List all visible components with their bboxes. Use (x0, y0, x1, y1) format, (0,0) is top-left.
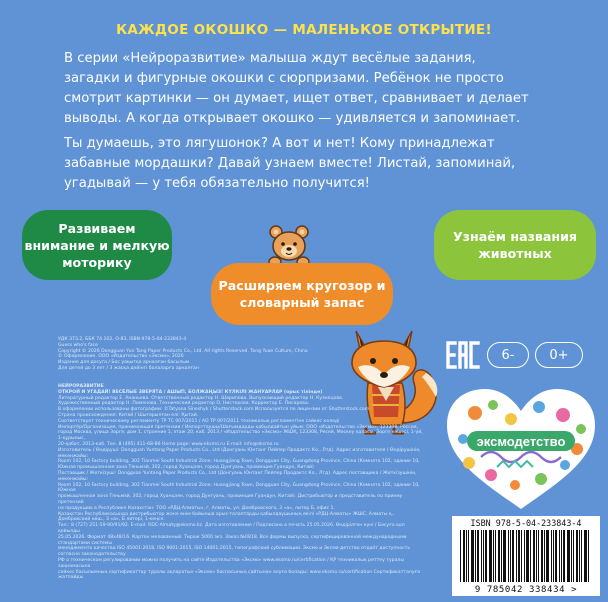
barcode-bar (493, 530, 494, 582)
imprint-line: УДК 373.2, ББК 74.102, О-83, ISBN 978-5-04-233843-4 (58, 337, 187, 342)
barcode-bar (559, 530, 560, 582)
imprint-line: промышленная зона Тяньмэй, 302, город Хуанцзян, город Дунгуань, провинция Гуандун, Китай). Дистрибьютор и представитель по приему претензий (58, 494, 403, 505)
imprint-main (58, 384, 426, 581)
barcode-bar (571, 530, 572, 582)
barcode-bar (516, 530, 517, 582)
imprint-line: Room 102, 10 Factory building, 302 Tianmei South Industrial Zone, Huangjiang Town, Dongguan City, Guangdong Province, China (Комната 102, здание 10, Южная (58, 482, 420, 494)
barcode-bar (466, 530, 467, 582)
imprint-series-title: НЕЙРОРАЗВИТИЕ (58, 384, 104, 389)
barcode-bar (489, 530, 492, 582)
imprint-line: Издание для досуга / Бос уақытқа арналған басылым (58, 360, 190, 366)
barcode-bar (555, 530, 557, 582)
imprint-line: Для детей до 3 лет / 3 жасқа дейінгі балаларға арналған (58, 365, 199, 371)
imprint-line: город Москва, улица Зорге, дом 1, строение 1, этаж 20, каб. 2013 / «Издательство «Эксмо» ЖШҚ, 123308, Ресей, Мәскеу қаласы, Зорге көшесі, 1-үй, 1-құрылыс, (58, 430, 423, 442)
barcode-bar (573, 530, 574, 582)
barcode-bar (584, 530, 587, 582)
headline: КАЖДОЕ ОКОШКО — МАЛЕНЬКОЕ ОТКРЫТИЕ! (116, 22, 492, 38)
barcode-bar (536, 530, 537, 582)
badge-attention-label: Развиваем внимание и мелкую моторику (24, 220, 170, 270)
badge-outlook (211, 263, 393, 325)
badge-outlook-label: Расширяем кругозор и словарный запас (218, 278, 386, 310)
barcode-bar (468, 530, 469, 582)
imprint-line: Room 102, 10 Factory building, 302 Tianmei South Industrial Zone, Huangjiang Town, Dongguan City, Guangdong Province, China (Комната 102, здание 10, (58, 459, 420, 465)
barcode-bar (567, 530, 570, 582)
imprint-line: сәйкес басылымның сертификаттар туралы ақпаратын «Эксмо» баспасының сайтынан алуға болады: www.eksmo.ru/certification Сертификатталуға жатпайды (58, 569, 421, 581)
badge-animals (434, 210, 596, 280)
imprint-top (58, 337, 426, 372)
barcode-bar (530, 530, 531, 582)
certification-marks (445, 337, 583, 373)
barcode-bar (588, 530, 589, 582)
barcode (460, 530, 594, 582)
barcode-bar (538, 530, 539, 582)
barcode-bar (544, 530, 545, 582)
barcode-bar (503, 530, 506, 582)
barcode-bar (563, 530, 565, 582)
barcode-bar (561, 530, 562, 582)
eac-mark-icon (445, 337, 481, 373)
barcode-bar (471, 530, 474, 582)
badge-attention (22, 210, 172, 280)
barcode-bar (533, 530, 535, 582)
age-limit-badge: 6- (487, 342, 529, 368)
barcode-digits: 9 785042 338434 > (474, 585, 578, 595)
barcode-bar (524, 530, 525, 582)
barcode-bar (501, 530, 502, 582)
intro-paragraph-series: В серии «Нейроразвитие» малыша ждут весёлые задания, загадки и фигурные окошки с сюрпризами. Ребёнок не просто смотрит картинки — он думает, ищет ответ, сравнивает и делает выводы. А когда открывает окошко — удивляется и запоминает. (64, 51, 529, 126)
imprint-line: Импортёр/Организация, принимающая претензии / Импорттаушы/Шағымдарды қабылдайтын ұйым: ООО «Издательство «Эксмо», 123308, Россия, (58, 424, 419, 430)
imprint-line: Поставщик / Жеткізуші: Dongguan Yuntang Paper Products Co., Ltd (Донгуань Юнтанг Пейпер Продактс Ко., Лтд). Адрес поставщика / Жеткізушінің мекенжайы: (58, 470, 416, 482)
barcode-bar (463, 530, 465, 582)
barcode-bar (579, 530, 580, 582)
imprint-line: Художественный редактор Н. Пименова. Технический редактор О. Нистерова. Корректор Е. Писарева. (58, 401, 310, 407)
imprint-line: Соответствует техническому регламенту ТР ТС 007/2011 / АО ТР 007/2011 техникалық регламентіне сәйкес келеді (58, 418, 340, 424)
imprint-line: В оформлении использованы фотографии: ©Tatyana Sineshyk / Shutterstock.com Используется по лицензии от Shutterstock.com (58, 407, 370, 413)
imprint-line: РФ о техническом регулировании можно получить на сайте Издательства «Эксмо» www.eksmo.ru/certification / ҚР техникалық реттеу туралы заңнамасына (58, 557, 404, 569)
barcode-bar (581, 530, 582, 582)
badge-animals-label: Узнаём названия животных (452, 229, 578, 261)
imprint-line: Copyright © 2026 Dongguan Yun Tang Paper Products Co., Ltd. All rights Reserved. Tong Yuan Culture, China (58, 348, 308, 354)
imprint-line: на продукцию в Республике Казахстан: ТОО «РДЦ-Алматы», г. Алматы, ул. Домбровского, 3 «а», литер Б, офис 1. (58, 505, 335, 511)
isbn-label: ISBN 978-5-04-233843-4 (470, 518, 582, 528)
barcode-bar (521, 530, 522, 582)
barcode-bar (477, 530, 479, 582)
barcode-bar (541, 530, 543, 582)
imprint-line: Южная промышленная зона Тяньмэй, 302, город Хуанцзян, город Дунгуань, провинция Гуандун, Китай) (58, 465, 314, 471)
barcode-bar (551, 530, 552, 582)
publisher-logo-text: эксмодетство (476, 434, 566, 449)
barcode-bar (485, 530, 487, 582)
imprint-line: Қазақстан Республикасында дистрибьютор және өнім бойынша арыз-талаптарды қабылдаушының өкілі «РДЦ-Алматы» ЖШС, Алматы қ., Домбровский көш., 3 «а», Б литері, 1-кеңсе. (58, 511, 395, 523)
barcode-bar (510, 530, 511, 582)
imprint-line: © Оформление. ООО «Издательство «Эксмо», 2026 (58, 354, 184, 360)
imprint-line: Литературный редактор Е. Ананьева. Ответственный редактор Н. Шарипова. Выпускающий редактор Н. Кузнецова. (58, 395, 344, 401)
barcode-bar (495, 530, 496, 582)
barcode-bar (475, 530, 476, 582)
barcode-bar (498, 530, 500, 582)
imprint-line: Тел.: 8 (727) 251-59-90/91/92. E-mail: RDC-Almaty@eksmo.kz. Дата изготовления / Подписано в печать 25.05.2026. Өндірілген күні / Басуға қол қойылды (58, 523, 405, 534)
barcode-bar (460, 530, 461, 582)
imprint-line: 20-қабат, 2013-каб. Тел. 8 (495) 411-68-86 Home page: www.eksmo.ru E-mail: info@eksmo.ru (58, 441, 279, 447)
imprint-line: Страна происхождения: Китай / Шығарылған елі: Қытай. (58, 412, 199, 418)
imprint-line: 25.05.2026. Формат 48x48/16. Картон мелованный. Тираж 5000 экз. Заказ №0818. Все формы выпуска, сертифицированной международными стандартами системы (58, 534, 407, 546)
barcode-bar (481, 530, 482, 582)
barcode-bar (546, 530, 549, 582)
eksmodetstvo-logo-heart (441, 385, 601, 513)
imprint-line: Изготовитель / Өндіруші: Dongguan Yuntang Paper Products Co., Ltd (Донгуань Юнтанг Пейпер Продактс Ко., Лтд). Адрес изготовителя / Өндірушінің мекенжайы: (58, 447, 420, 459)
barcode-bar (512, 530, 514, 582)
imprint-line: менеджмента качества ISO 45001:2018, ISO 9001:2015, ISO 14001:2015, типографский сублимации. Эксмо и Эксмо-детство отдаёт доступность согласно законодательству (58, 546, 411, 558)
intro-paragraph-guess: Ты думаешь, это лягушонок? А вот и нет! Кому принадлежат забавные мордашки? Давай узнаем вместе! Листай, запоминай, угадывай — у тебя обязательно получится! (64, 136, 516, 191)
barcode-bar (518, 530, 520, 582)
imprint-line: Guess who's face (58, 342, 98, 348)
barcode-bar (526, 530, 529, 582)
barcode-bar (576, 530, 578, 582)
imprint-book-title: ОТКРОЙ И УГАДАЙ! ВЕСЁЛЫЕ ЗВЕРЯТА / АШЫП, БОЛЖАҢЫЗ! КҮЛКІЛІ ЖАНУАРЛАР (орыс тілінде) (58, 389, 323, 395)
barcode-bar (483, 530, 484, 582)
barcode-bar (553, 530, 554, 582)
age-rating-badge: 0+ (535, 342, 583, 368)
barcode-bar (508, 530, 509, 582)
isbn-block (452, 516, 600, 596)
